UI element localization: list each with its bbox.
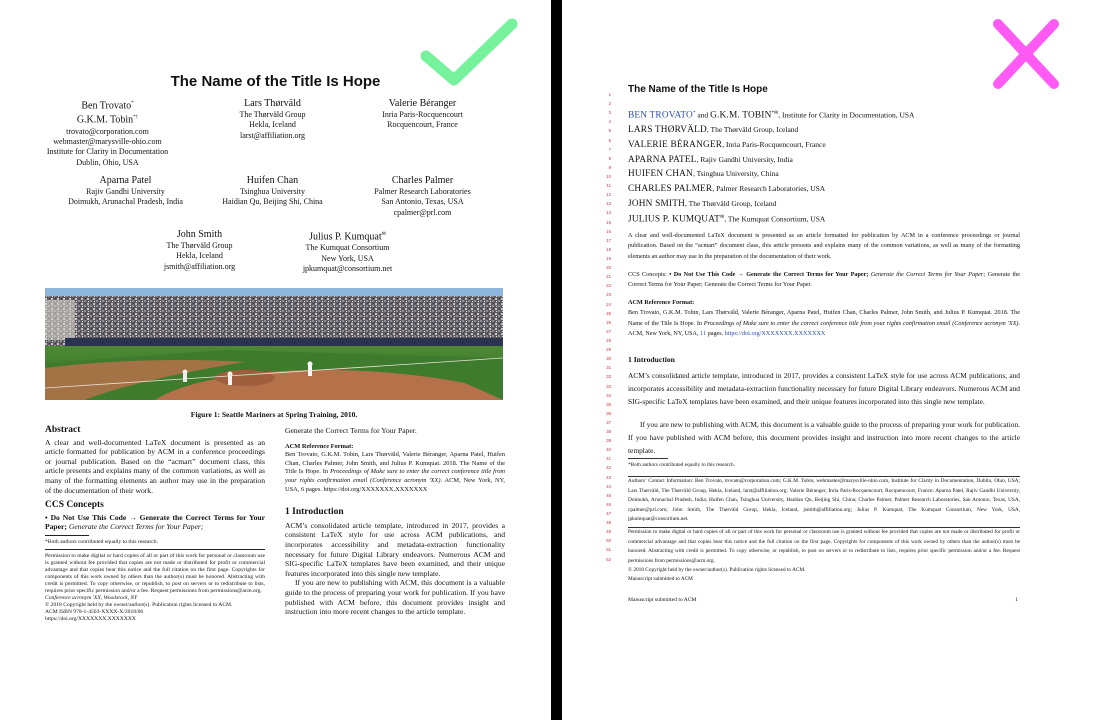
left-title: The Name of the Title Is Hope (170, 73, 381, 90)
right-author-line: JOHN SMITH, The Thørväld Group, Iceland (628, 198, 777, 209)
conference-line: Conference acronym 'XX, Woodstock, NY (45, 594, 138, 601)
right-author-line: HUIFEN CHAN, Tsinghua University, China (628, 169, 779, 180)
line-number: 46 (606, 501, 611, 507)
line-number: 9 (608, 164, 611, 170)
isbn-line: ACM ISBN 978-1-4503-XXXX-X/2018/06 (45, 608, 144, 615)
permission-rule (45, 549, 265, 550)
line-numbers (601, 90, 611, 564)
page-divider (551, 0, 562, 720)
right-page-footer (628, 597, 1018, 603)
right-contact-info: Authors’ Contact Information: Ben Trovato, trovato@corporation.com; G.K.M. Tobin, webmaster@marysville-ohio.com, Institute for Clarity in Documentation, Dublin, Ohio, USA; Lars Thørväld, The Thørväld Group, Hekla, Iceland, larst@affiliation.org; Valerie Béranger, Inria Paris-Rocquencourt, Rocquencourt, France; Aparna Patel, Rajiv Gandhi University, Doimukh, Arunachal Pradesh, India; Huifen Chan, Tsinghua University, Haidian Qu, Beijing Shi, China; Charles Palmer, Palmer Research Laboratories, San Antonio, Texas, USA, cpalmer@prl.com; John Smith, The Thørväld Group, Hekla, Iceland, jsmith@affiliation.org; Julius P. Kumquat, The Kumquat Consortium, New York, USA, jpkumquat@consortium.net. (628, 478, 1020, 523)
author-name: G.K.M. Tobin (76, 114, 134, 126)
abstract-text: A clear and well-documented LaTeX document is presented as an article formatted for publication by ACM in a conference proceedings or journal publication. Based on the “acmart” document class, this article presents and explains many of the common variations, as well as many of the formatting elements an author may use in the preparation of the documentation of their work. (45, 437, 265, 495)
line-number: 29 (606, 347, 611, 353)
line-number: 7 (608, 146, 611, 152)
ccs-concepts: • Do Not Use This Code → Generate the Correct Terms for Your Paper; Generate the Correct Terms for Your Paper; (45, 512, 265, 532)
line-number: 13 (606, 201, 611, 207)
line-number: 17 (606, 237, 611, 243)
author-patel: Aparna Patel Rajiv Gandhi University Doimukh, Arunachal Pradesh, India (68, 175, 183, 207)
right-manuscript: Manuscript submitted to ACM (628, 576, 693, 582)
line-number: 42 (606, 465, 611, 471)
line-number: 24 (606, 301, 611, 307)
right-intro-paragraph-1: ACM’s consolidated article template, introduced in 2017, provides a consistent LaTeX style for use across ACM publications, and incorporates accessibility and metadata-extraction functionality necessary for future Digital Library endeavors. Numerous ACM and SIG-specific LaTeX templates have been examined, and their unique features incorporated into this single new template. (628, 371, 1020, 407)
line-number: 1 (608, 92, 611, 97)
right-title: The Name of the Title Is Hope (628, 84, 768, 95)
footnote-rule (45, 535, 89, 536)
line-number: 18 (606, 246, 611, 252)
line-number: 36 (606, 410, 611, 416)
ref-format-text: Ben Trovato, G.K.M. Tobin, Lars Thørväld, Valerie Béranger, Aparna Patel, Huifen Chan, Charles Palmer, John Smith, and Julius P. Kumquat. 2018. The Name of the Title Is Hope. In Proceedings of Make sure to enter the correct conference title from your rights confirmation email (Conference acronym 'XX). ACM, New York, NY, USA, 6 pages. https://doi.org/XXXXXXX.XXXXXXX (285, 451, 506, 493)
line-number: 49 (606, 529, 611, 535)
line-number: 40 (606, 447, 611, 453)
line-number: 14 (606, 210, 611, 216)
line-number: 23 (606, 292, 611, 298)
line-number: 3 (608, 110, 611, 116)
line-number: 31 (606, 365, 611, 371)
copyright-line: © 2018 Copyright held by the owner/author(s). Publication rights licensed to ACM. (45, 601, 233, 608)
line-number: 33 (606, 383, 611, 389)
author-trovato: Ben Trovato* G.K.M. Tobin*† trovato@corporation.com webmaster@marysville-ohio.com Institute for Clarity in Documentation Dublin, Ohio, USA (46, 100, 169, 167)
author-thorvald: Lars Thørväld The Thørväld Group Hekla, Iceland larst@affiliation.org (239, 98, 306, 140)
line-number: 27 (606, 328, 611, 334)
right-author-line: VALERIE BÉRANGER, Inria Paris-Rocquencourt, France (628, 139, 826, 150)
right-author-line: CHARLES PALMER, Palmer Research Laboratories, USA (628, 184, 826, 195)
right-copyright: © 2018 Copyright held by the owner/author(s). Publication rights licensed to ACM. (628, 567, 806, 573)
line-number: 6 (608, 137, 611, 143)
right-permission: Permission to make digital or hard copies of all or part of this work for personal or classroom use is granted without fee provided that copies are not made or distributed for profit or commercial advantage and that copies bear this notice and the full citation on the first page. Copyrights for components of this work owned by others than the author(s) must be honored. Abstracting with credit is permitted. To copy otherwise, or republish, to post on servers or to redistribute to lists, requires prior specific permission and/or a fee. Request permissions from permissions@acm.org. (628, 529, 1020, 564)
intro-heading: 1 Introduction (285, 507, 344, 518)
line-number: 50 (606, 538, 611, 544)
right-author-line: LARS THØRVÄLD, The Thørväld Group, Iceland (628, 125, 799, 136)
page-number: 1 (1015, 597, 1018, 603)
line-number: 43 (606, 474, 611, 480)
line-number: 25 (606, 310, 611, 316)
line-number: 44 (606, 483, 611, 489)
author-palmer: Charles Palmer Palmer Research Laboratories San Antonio, Texas, USA cpalmer@prl.com (374, 175, 471, 217)
author-smith: John Smith The Thørväld Group Hekla, Iceland jsmith@affiliation.org (163, 229, 236, 271)
author-beranger: Valerie Béranger Inria Paris-Rocquencourt Rocquencourt, France (382, 98, 463, 130)
permission-notice: Permission to make digital or hard copies of all or part of this work for personal or classroom use is granted without fee provided that copies are not made or distributed for profit or commercial advantage and that copies bear this notice and the full citation on the first page. Copyrights for components of this work owned by others than the author(s) must be honored. Abstracting with credit is permitted. To copy otherwise, or republish, to post on servers or to redistribute to lists, requires prior specific permission and/or a fee. Request permissions from permissions@acm.org. (45, 552, 265, 594)
line-number: 4 (608, 119, 611, 125)
line-number: 22 (606, 283, 611, 289)
line-number: 5 (608, 128, 611, 134)
doi-link[interactable]: https://doi.org/XXXXXXX.XXXXXXX (724, 329, 826, 337)
right-author-line: APARNA PATEL, Rajiv Gandhi University, India (628, 154, 793, 165)
right-intro-heading: 1 Introduction (628, 355, 675, 364)
line-number: 11 (606, 183, 611, 189)
author-name: Ben Trovato (81, 100, 132, 112)
checkmark-icon (418, 18, 518, 88)
right-author-list (628, 107, 1020, 228)
line-number: 52 (606, 556, 611, 562)
line-number: 45 (606, 492, 611, 498)
line-number: 20 (606, 265, 611, 271)
ccs-heading: CCS Concepts (45, 500, 104, 511)
author-kumquat: Julius P. Kumquat✉ The Kumquat Consortium New York, USA jpkumquat@consortium.net (302, 231, 393, 273)
line-number: 26 (606, 319, 611, 325)
line-number: 2 (608, 101, 611, 107)
intro-paragraph-2: If you are new to publishing with ACM, this document is a valuable guide to the process of preparing your work for publication. If you have published with ACM before, this document provides insight and instruction into more recent changes to the article template. (285, 578, 505, 617)
line-number: 30 (606, 356, 611, 362)
line-number: 39 (606, 438, 611, 444)
right-ccs-concepts: CCS Concepts: • Do Not Use This Code → Generate the Correct Terms for Your Paper; Generate the Correct Terms for Your Paper; Generate the Correct Terms for Your Paper; Generate the Correct Terms for Your Paper. (628, 271, 1021, 289)
author-chan: Huifen Chan Tsinghua University Haidian Qu, Beijing Shi, China (222, 175, 323, 207)
right-abstract: A clear and well-documented LaTeX document is presented as an article formatted for publication by ACM in a conference proceedings or journal publication. Based on the “acmart” document class, this article presents and explains many of the common variations, as well as many of the formatting elements an author may use in the preparation of the documentation of their work. (628, 232, 1020, 260)
line-number: 41 (606, 456, 611, 462)
line-number: 47 (606, 511, 611, 517)
line-number: 12 (606, 192, 611, 198)
right-author-line: BEN TROVATO* and G.K.M. TOBIN*✉, Institute for Clarity in Documentation, USA (628, 110, 915, 121)
line-number: 35 (606, 401, 611, 407)
line-number: 32 (606, 374, 611, 380)
line-number: 34 (606, 392, 611, 398)
intro-paragraph-1: ACM’s consolidated article template, introduced in 2017, provides a consistent LaTeX style for use across ACM publications, and incorporates accessibility and metadata-extraction functionality necessary for future Digital Library endeavors. Numerous ACM and SIG-specific LaTeX templates have been examined, and their unique features incorporated into this single new template. (285, 520, 505, 578)
line-number: 10 (606, 173, 611, 179)
line-number: 51 (606, 547, 611, 553)
right-intro-paragraph-2: If you are new to publishing with ACM, this document is a valuable guide to the process of preparing your work for publication. If you have published with ACM before, this document provides insight and instruction into more recent changes to the article template. (628, 420, 1020, 456)
right-ref-format: ACM Reference Format: Ben Trovato, G.K.M. Tobin, Lars Thørväld, Valerie Béranger, Aparna Patel, Huifen Chan, Charles Palmer, John Smith, and Julius P. Kumquat. 2018. The Name of the Title Is Hope. In Proceedings of Make sure to enter the correct conference title from your rights confirmation email (Conference acronym 'XX). ACM, New York, NY, USA, 11 pages. https://doi.org/XXXXXXX.XXXXXXX (628, 299, 1020, 337)
right-column (285, 426, 505, 617)
figure-caption: Figure 1: Seattle Mariners at Spring Training, 2010. (190, 410, 358, 419)
line-number: 15 (606, 219, 611, 225)
line-number: 38 (606, 429, 611, 435)
right-footnote-rule (628, 458, 668, 459)
ccs-continued: Generate the Correct Terms for Your Paper. (285, 426, 417, 435)
line-number: 21 (606, 274, 611, 280)
line-number: 16 (606, 228, 611, 234)
left-column (45, 426, 265, 623)
footnote: *Both authors contributed equally to this research. (45, 538, 158, 545)
stadium-photo (45, 288, 503, 400)
right-footnote: *Both authors contributed equally to this research. (628, 462, 735, 468)
ref-format-heading: ACM Reference Format: (285, 442, 354, 450)
line-number: 28 (606, 337, 611, 343)
line-number: 48 (606, 520, 611, 526)
line-number: 37 (606, 419, 611, 425)
baseball-stadium-image (45, 288, 503, 400)
abstract-heading: Abstract (45, 425, 81, 435)
doi-line: https://doi.org/XXXXXXX.XXXXXXX (45, 615, 136, 622)
right-author-line: JULIUS P. KUMQUAT✉, The Kumquat Consortium, USA (628, 214, 826, 225)
left-document-page (0, 0, 551, 720)
line-number: 19 (606, 255, 611, 261)
cross-icon (988, 14, 1064, 94)
footer-left: Manuscript submitted to ACM (628, 597, 697, 603)
line-number: 8 (608, 155, 611, 161)
